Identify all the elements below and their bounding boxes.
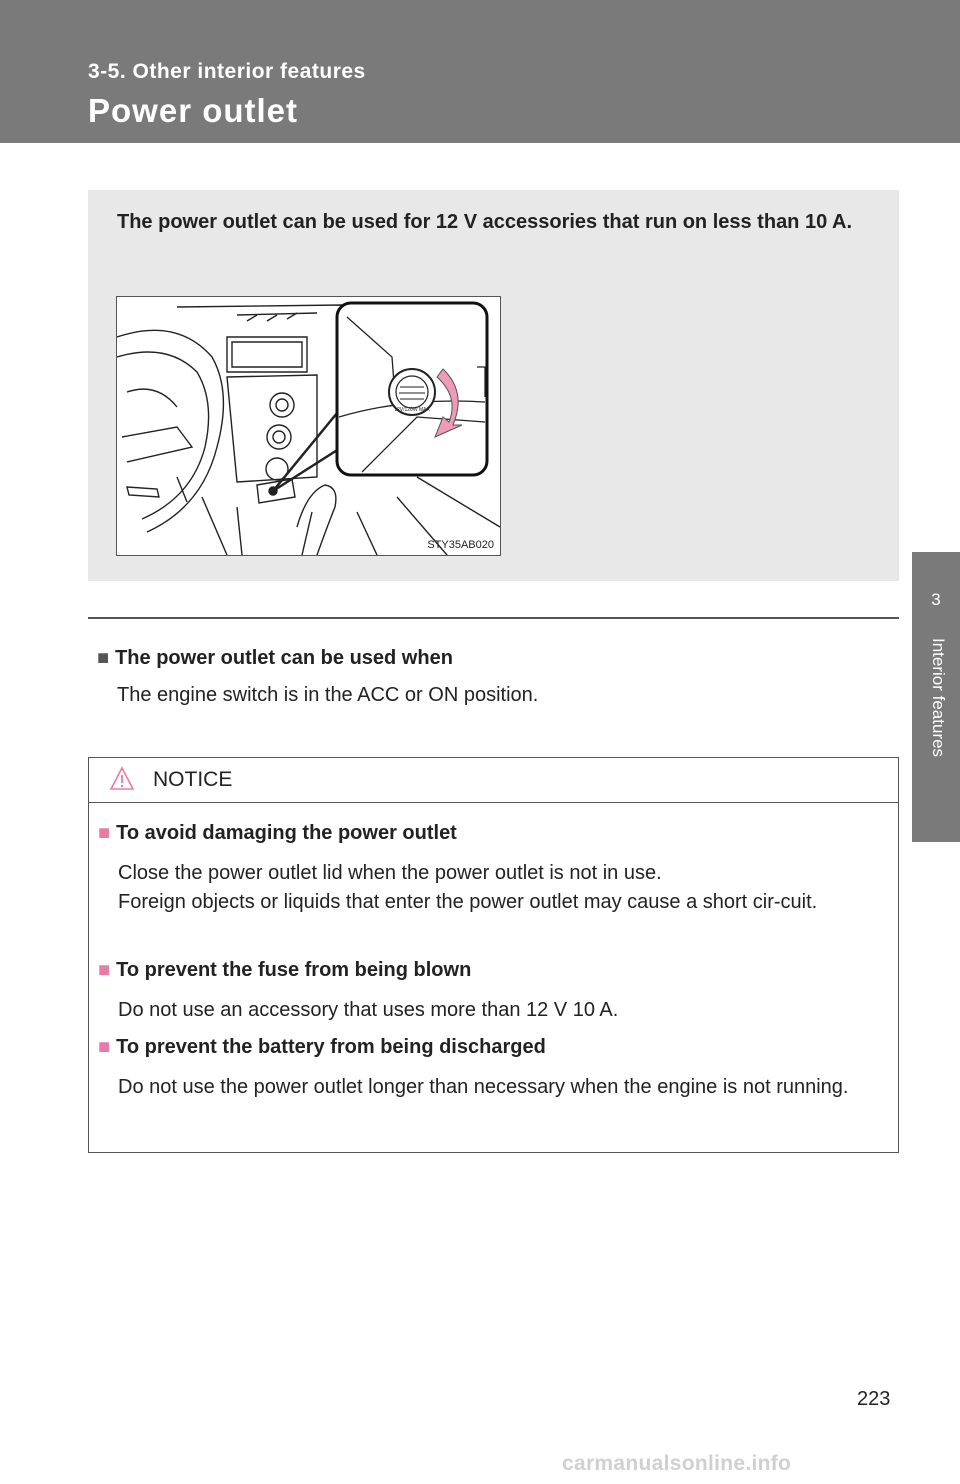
- notice-item-heading-text: To prevent the battery from being discharged: [116, 1036, 546, 1058]
- notice-item-text: Do not use an accessory that uses more than 12 V 10 A.: [118, 999, 619, 1021]
- condition-heading-text: The power outlet can be used when: [115, 647, 453, 669]
- notice-item-text: Do not use the power outlet longer than necessary when the engine is not running.: [118, 1076, 849, 1098]
- power-outlet-illustration: [116, 296, 501, 556]
- square-bullet-icon: ■: [97, 647, 110, 669]
- page-title: Power outlet: [88, 92, 299, 129]
- intro-text: The power outlet can be used for 12 V accessories that run on less than 10 A.: [117, 211, 853, 233]
- figure-code: STY35AB020: [427, 539, 494, 551]
- notice-box: [88, 757, 899, 1153]
- notice-item-heading: [98, 822, 457, 845]
- chapter-number: 3: [931, 590, 941, 609]
- notice-item-text: Close the power outlet lid when the power outlet is not in use.: [118, 862, 662, 884]
- square-bullet-icon: ■: [98, 1036, 111, 1058]
- dashboard-drawing: [117, 297, 500, 555]
- page-number: 223: [857, 1388, 891, 1410]
- warning-triangle-icon: [109, 766, 135, 792]
- section-divider: [88, 617, 899, 619]
- chapter-label: Interior features: [929, 638, 948, 758]
- chapter-side-tab[interactable]: [912, 552, 960, 842]
- notice-item-text: Foreign objects or liquids that enter the power outlet may cause a short cir-cuit.: [118, 891, 818, 913]
- square-bullet-icon: ■: [98, 959, 111, 981]
- notice-item-heading-text: To avoid damaging the power outlet: [116, 822, 457, 844]
- notice-title: NOTICE: [153, 768, 233, 791]
- notice-item-heading-text: To prevent the fuse from being blown: [116, 959, 472, 981]
- notice-item-heading: [98, 1036, 546, 1059]
- watermark: carmanualsonline.info: [562, 1452, 792, 1475]
- condition-heading: [97, 647, 453, 670]
- section-label: 3-5. Other interior features: [88, 60, 366, 83]
- condition-text: The engine switch is in the ACC or ON position.: [117, 684, 539, 706]
- notice-item-heading: [98, 959, 471, 982]
- notice-header: [89, 758, 898, 803]
- intro-box: [88, 190, 899, 581]
- outlet-rating-label: 12V/120W MAX: [394, 407, 430, 413]
- page-header: [0, 0, 960, 143]
- square-bullet-icon: ■: [98, 822, 111, 844]
